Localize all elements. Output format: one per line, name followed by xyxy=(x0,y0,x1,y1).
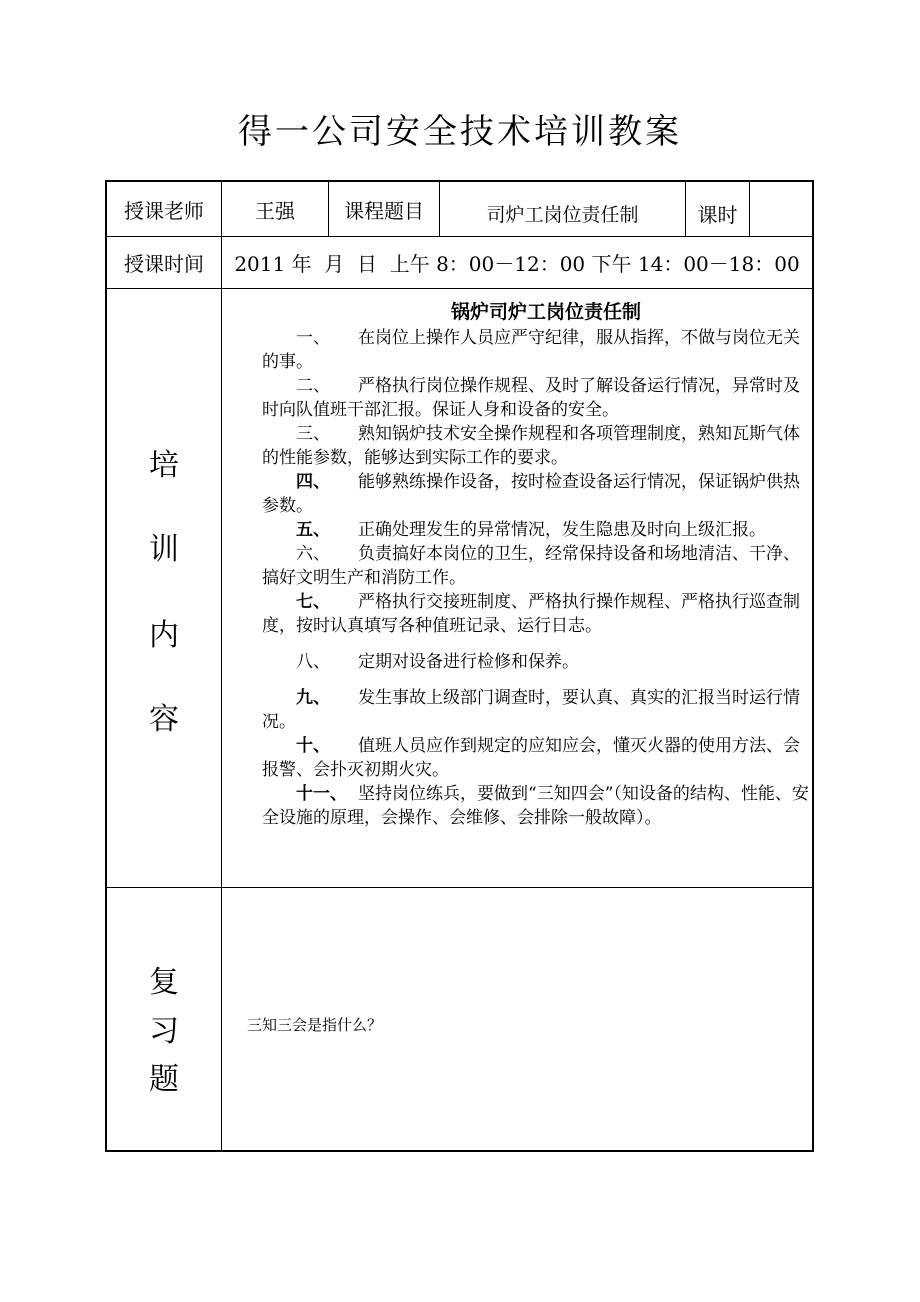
item-number: 一、 xyxy=(296,328,330,348)
hours-label: 课时 xyxy=(697,202,738,227)
course-value: 司炉工岗位责任制 xyxy=(486,203,639,226)
item-text: 在岗位上操作人员应严守纪律，服从指挥，不做与岗位无关的事。 xyxy=(262,328,800,372)
item-number: 二、 xyxy=(296,376,330,396)
list-item xyxy=(262,542,810,590)
list-item xyxy=(262,782,810,830)
item-text: 发生事故上级部门调查时，要认真、真实的汇报当时运行情况。 xyxy=(262,688,800,732)
item-number: 五、 xyxy=(296,520,330,540)
list-item xyxy=(262,326,810,374)
row-divider xyxy=(107,887,812,888)
list-item xyxy=(262,734,810,782)
time-label: 授课时间 xyxy=(124,252,204,276)
item-text: 严格执行岗位操作规程、及时了解设备运行情况，异常时及时向队值班干部汇报。保证人身和设备的安全。 xyxy=(262,376,800,420)
list-item xyxy=(262,518,810,542)
item-number: 十一、 xyxy=(296,784,347,804)
lesson-table xyxy=(105,180,814,1152)
list-item xyxy=(262,650,810,674)
training-label-char: 培 xyxy=(149,448,179,483)
training-content xyxy=(262,300,810,830)
document-title: 得一公司安全技术培训教案 xyxy=(238,112,682,152)
col-divider xyxy=(221,182,222,1152)
item-text: 定期对设备进行检修和保养。 xyxy=(358,652,579,672)
item-number: 十、 xyxy=(296,736,330,756)
item-number: 九、 xyxy=(296,688,330,708)
training-label-char: 内 xyxy=(149,618,179,653)
training-label-char: 容 xyxy=(149,702,179,737)
row-divider xyxy=(107,288,812,289)
item-text: 坚持岗位练兵，要做到“三知四会”（知设备的结构、性能、安全设施的原理，会操作、会维修、会排除一般故障）。 xyxy=(262,784,809,828)
item-number: 六、 xyxy=(296,544,330,564)
list-item xyxy=(262,374,810,422)
item-number: 七、 xyxy=(296,592,330,612)
item-number: 四、 xyxy=(296,472,330,492)
teacher-value: 王强 xyxy=(255,198,295,223)
hours-value xyxy=(750,182,812,236)
course-label: 课程题目 xyxy=(344,198,424,223)
item-text: 正确处理发生的异常情况，发生隐患及时向上级汇报。 xyxy=(358,520,766,540)
list-item xyxy=(262,686,810,734)
list-item xyxy=(262,422,810,470)
item-text: 负责搞好本岗位的卫生，经常保持设备和场地清洁、干净、搞好文明生产和消防工作。 xyxy=(262,544,800,588)
training-label-char: 训 xyxy=(149,532,179,567)
item-number: 三、 xyxy=(296,424,330,444)
review-label-char: 题 xyxy=(149,1062,179,1097)
training-heading: 锅炉司炉工岗位责任制 xyxy=(450,301,641,323)
review-label-char: 习 xyxy=(149,1014,179,1049)
item-text: 熟知锅炉技术安全操作规程和各项管理制度，熟知瓦斯气体的性能参数，能够达到实际工作的要求。 xyxy=(262,424,800,468)
item-number: 八、 xyxy=(296,652,330,672)
time-value: 2011 年 月 日 上午 8：00－12：00 下午 14：00－18：00 xyxy=(234,252,800,276)
item-text: 能够熟练操作设备，按时检查设备运行情况，保证锅炉供热参数。 xyxy=(262,472,800,516)
review-label-char: 复 xyxy=(149,965,179,1000)
list-item xyxy=(262,590,810,638)
list-item xyxy=(262,470,810,518)
item-text: 值班人员应作到规定的应知应会，懂灭火器的使用方法、会报警、会扑灭初期火灾。 xyxy=(262,736,800,780)
review-question: 三知三会是指什么？ xyxy=(247,1016,383,1034)
item-text: 严格执行交接班制度、严格执行操作规程、严格执行巡查制度，按时认真填写各种值班记录、运行日志。 xyxy=(262,592,800,636)
teacher-label: 授课老师 xyxy=(124,198,204,223)
